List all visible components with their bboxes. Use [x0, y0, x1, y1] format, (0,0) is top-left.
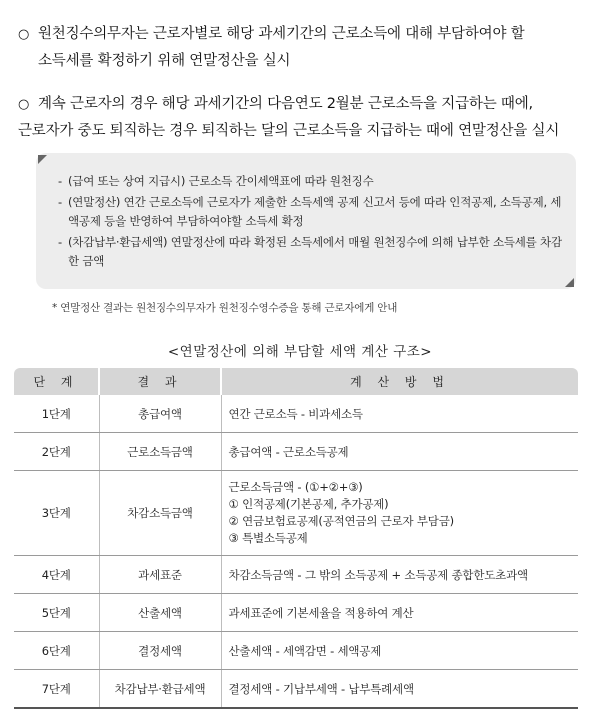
method-cell [221, 471, 578, 556]
note-item-text: (차감납부‧환급세액) 연말정산에 따라 확정된 소득세에서 매월 원천징수에 의해 납부한 소득세를 차감한 금액 [68, 234, 562, 268]
header-step: 단 계 [14, 368, 99, 395]
method-cell: 연간 근로소득 - 비과세소득 [221, 395, 578, 433]
method-line: 근로소득금액 - (①+②+③) [228, 480, 363, 494]
corner-triangle-icon [565, 278, 574, 287]
result-cell: 차감소득금액 [99, 471, 221, 556]
intro-p2-line2: 근로자가 중도 퇴직하는 경우 퇴직하는 달의 근로소득을 지급하는 때에 연말정산을 실시 [18, 123, 560, 139]
result-cell: 근로소득금액 [99, 433, 221, 471]
method-cell: 산출세액 - 세액감면 - 세액공제 [221, 632, 578, 670]
note-item [58, 172, 562, 192]
method-cell: 결정세액 - 기납부세액 - 납부특례세액 [221, 670, 578, 709]
table-row [14, 556, 578, 594]
step-cell: 3단계 [14, 471, 99, 556]
method-cell: 총급여액 - 근로소득공제 [221, 433, 578, 471]
intro-p1-line2: 소득세를 확정하기 위해 연말정산을 실시 [38, 53, 291, 69]
result-cell: 산출세액 [99, 594, 221, 632]
intro-p1-line1: 원천징수의무자는 근로자별로 해당 과세기간의 근로소득에 대해 부담하여야 할 [38, 26, 525, 42]
table-row [14, 471, 578, 556]
step-cell: 5단계 [14, 594, 99, 632]
tax-calculation-table [14, 368, 578, 709]
table-row [14, 670, 578, 709]
note-item [58, 233, 562, 272]
method-line: ① 인적공제(기본공제, 추가공제) [228, 497, 389, 511]
note-item [58, 193, 562, 232]
method-cell: 과세표준에 기본세율을 적용하여 계산 [221, 594, 578, 632]
method-line: ② 연금보험료공제(공적연금의 근로자 부담금) [228, 514, 454, 528]
circle-bullet-icon: ○ [18, 97, 30, 112]
result-cell: 과세표준 [99, 556, 221, 594]
table-header-row [14, 368, 578, 395]
table-row [14, 433, 578, 471]
note-item-text: (연말정산) 연간 근로소득에 근로자가 제출한 소득세액 공제 신고서 등에 따라 인적공제, 소득공제, 세액공제 등을 반영하여 부담하여야할 소득세 확정 [68, 194, 562, 228]
header-result: 결 과 [99, 368, 221, 395]
intro-p2-line1: 계속 근로자의 경우 해당 과세기간의 다음연도 2월분 근로소득을 지급하는 때에, [38, 96, 533, 112]
corner-triangle-icon [38, 155, 47, 164]
result-cell: 결정세액 [99, 632, 221, 670]
step-cell: 4단계 [14, 556, 99, 594]
table-row [14, 594, 578, 632]
intro-paragraph-2 [18, 91, 584, 145]
dash-bullet: - [58, 234, 62, 249]
table-row [14, 632, 578, 670]
dash-bullet: - [58, 194, 62, 209]
step-cell: 2단계 [14, 433, 99, 471]
header-method: 계 산 방 법 [221, 368, 578, 395]
method-line: ③ 특별소득공제 [228, 531, 308, 545]
step-cell: 7단계 [14, 670, 99, 709]
footnote: * 연말정산 결과는 원천징수의무자가 원천징수영수증을 통해 근로자에게 안내 [52, 302, 398, 314]
dash-bullet: - [58, 174, 62, 188]
note-item-text: (급여 또는 상여 지급시) 근로소득 간이세액표에 따라 원천징수 [68, 174, 374, 188]
step-cell: 6단계 [14, 632, 99, 670]
circle-bullet-icon: ○ [18, 27, 30, 42]
table-row [14, 395, 578, 433]
result-cell: 총급여액 [99, 395, 221, 433]
intro-paragraph-1 [18, 21, 584, 75]
method-cell: 차감소득금액 - 그 밖의 소득공제 + 소득공제 종합한도초과액 [221, 556, 578, 594]
definition-note-box [36, 153, 576, 289]
result-cell: 차감납부‧환급세액 [99, 670, 221, 709]
step-cell: 1단계 [14, 395, 99, 433]
table-title: <연말정산에 의해 부담할 세액 계산 구조> [167, 344, 433, 360]
